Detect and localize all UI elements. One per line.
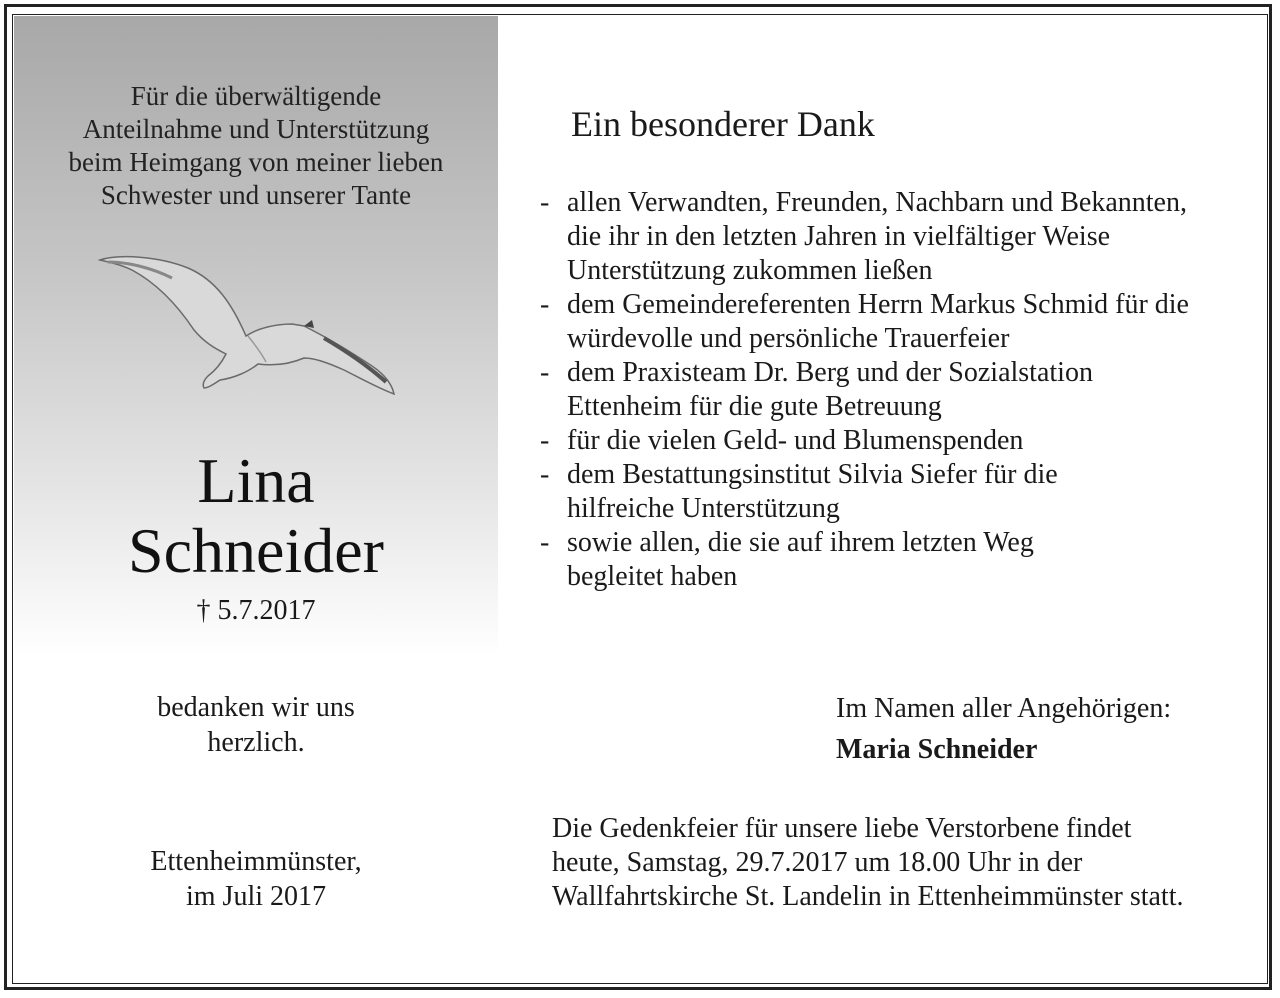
intro-line: Für die überwältigende (130, 81, 382, 111)
memorial-line: Die Gedenkfeier für unsere liebe Verstorbene findet (552, 813, 1132, 844)
bullet-dash: - (540, 187, 550, 218)
list-item-line: allen Verwandten, Freunden, Nachbarn und Bekannten, (567, 187, 1187, 218)
list-item-line: hilfreiche Unterstützung (567, 493, 840, 524)
list-item (540, 288, 1260, 356)
bullet-dash: - (540, 425, 550, 456)
list-item-line: sowie allen, die sie auf ihrem letzten Weg (567, 527, 1034, 558)
place-line: Ettenheimmünster, (150, 846, 362, 877)
list-item-line: dem Praxisteam Dr. Berg und der Sozialstation (567, 357, 1093, 388)
memorial-line: Wallfahrtskirche St. Landelin in Ettenheimmünster statt. (552, 881, 1184, 912)
memorial-notice (552, 812, 1183, 914)
last-name: Schneider (128, 515, 384, 586)
list-item (540, 356, 1260, 424)
list-item (540, 424, 1260, 458)
first-name: Lina (197, 445, 315, 516)
list-item-line: würdevolle und persönliche Trauerfeier (567, 323, 1010, 354)
list-item-line: Ettenheim für die gute Betreuung (567, 391, 942, 422)
deceased-name (14, 446, 498, 586)
intro-line: beim Heimgang von meiner lieben (68, 147, 444, 177)
list-item-line: begleitet haben (567, 561, 738, 592)
list-item-line: Unterstützung zukommen ließen (567, 255, 933, 286)
list-item-line: dem Gemeindereferenten Herrn Markus Schmid für die (567, 289, 1189, 320)
list-item (540, 186, 1260, 288)
bullet-dash: - (540, 357, 550, 388)
seagull-icon (98, 248, 398, 400)
place-date (14, 844, 498, 914)
list-item (540, 458, 1260, 526)
thanks-line: herzlich. (207, 727, 305, 758)
intro-line: Anteilnahme und Unterstützung (82, 114, 430, 144)
bullet-dash: - (540, 527, 550, 558)
intro-line: Schwester und unserer Tante (100, 180, 412, 210)
memorial-line: heute, Samstag, 29.7.2017 um 18.00 Uhr in der (552, 847, 1083, 878)
list-item-line: für die vielen Geld- und Blumenspenden (567, 425, 1024, 456)
thanks-list (540, 186, 1260, 594)
death-date: † 5.7.2017 (196, 595, 316, 626)
signature-label: Im Namen aller Angehörigen: (836, 693, 1172, 724)
place-line: im Juli 2017 (185, 881, 326, 912)
list-item (540, 526, 1260, 594)
list-item-line: dem Bestattungsinstitut Silvia Siefer für die (567, 459, 1058, 490)
list-item-line: die ihr in den letzten Jahren in vielfältiger Weise (567, 221, 1111, 252)
intro-text (14, 80, 498, 212)
bullet-dash: - (540, 289, 550, 320)
bullet-dash: - (540, 459, 550, 490)
thanks-line: bedanken wir uns (157, 692, 355, 723)
heading: Ein besonderer Dank (571, 104, 875, 144)
signature-name: Maria Schneider (836, 734, 1038, 765)
thanks-text (14, 690, 498, 760)
